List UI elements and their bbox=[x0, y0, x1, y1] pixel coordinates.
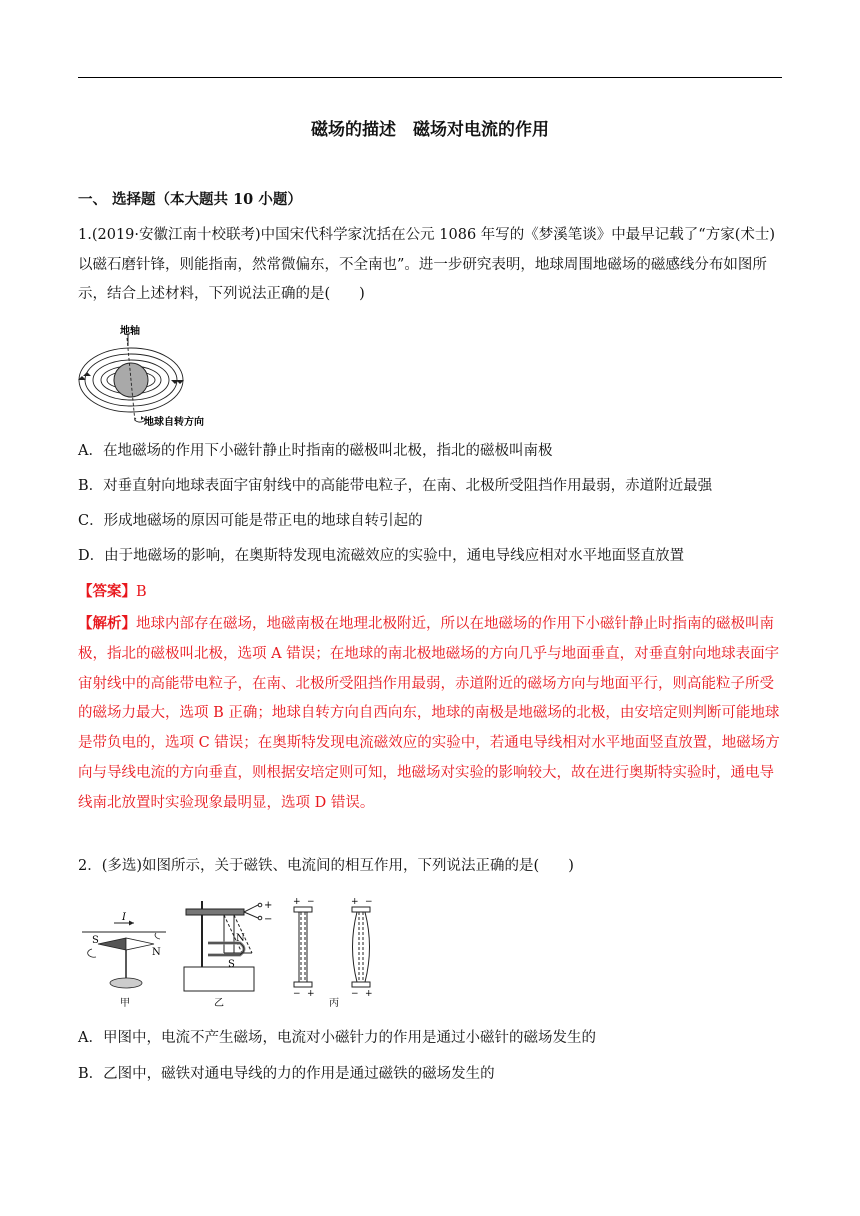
bing-right-bottom-minus: − bbox=[351, 989, 359, 999]
figure-yi-label: 乙 bbox=[214, 998, 224, 1009]
analysis-label: 【解析】 bbox=[78, 615, 136, 632]
question-2-option-a: A．甲图中，电流不产生磁场，电流对小磁针力的作用是通过小磁针的磁场发生的 bbox=[78, 1030, 596, 1046]
question-1-option-d: D．由于地磁场的影响，在奥斯特发现电流磁效应的实验中，通电导线应相对水平地面竖直放置 bbox=[78, 548, 685, 564]
bing-right-bottom-plus: + bbox=[365, 989, 373, 999]
minus-terminal: − bbox=[264, 914, 273, 925]
bing-left-bottom-minus: − bbox=[293, 989, 301, 999]
figure-jia-label: 甲 bbox=[120, 998, 130, 1009]
figure-bing-label: 丙 bbox=[329, 998, 339, 1009]
page-title: 磁场的描述 磁场对电流的作用 bbox=[311, 120, 549, 140]
question-1-analysis bbox=[78, 609, 784, 819]
earth-axis-label: 地轴 bbox=[120, 326, 140, 337]
question-1-option-c: C．形成地磁场的原因可能是带正电的地球自转引起的 bbox=[78, 513, 423, 529]
section-heading: 一、 选择题（本大题共 10 小题） bbox=[78, 191, 302, 208]
jia-s-label: S bbox=[92, 935, 99, 946]
magnet-current-interaction-figure bbox=[78, 893, 398, 1013]
bing-right-top-minus: − bbox=[365, 897, 373, 907]
yi-s-label: S bbox=[228, 959, 235, 970]
answer-value: B bbox=[136, 584, 147, 600]
question-1-stem: 1.(2019·安徽江南十校联考)中国宋代科学家沈括在公元 1086 年写的《梦溪笔谈》中最早记载了“方家(术士)以磁石磨针锋，则能指南，然常微偏东，不全南也”。进一步研究表明，地球周围地磁场的磁感线分布如图所示，结合上述材料，下列说法正确的是( ) bbox=[78, 227, 776, 302]
analysis-text: 地球内部存在磁场，地磁南极在地理北极附近，所以在地磁场的作用下小磁针静止时指南的磁极叫南极，指北的磁极叫北极，选项 A 错误；在地球的南北极地磁场的方向几乎与地面垂直，对垂直射向地球表面宇宙射线中的高能带电粒子，在南、北极所受阻挡作用最弱，赤道附近的磁场方向与地面平行，则高能粒子所受的磁场力最大，选项 B 正确；地球自转方向自西向东，地球的南极是地磁场的北极，由安培定则判断可能地球是带负电的，选项 C 错误；在奥斯特发现电流磁效应的实验中，若通电导线相对水平地面竖直放置，地磁场方向与导线电流的方向垂直，则根据安培定则可知，地磁场对实验的影响较大，故在进行奥斯特实验时，通电导线南北放置时实验现象最明显，选项 D 错误。 bbox=[78, 616, 780, 811]
plus-terminal: + bbox=[264, 900, 273, 911]
question-1-option-a: A．在地磁场的作用下小磁针静止时指南的磁极叫北极，指北的磁极叫南极 bbox=[78, 443, 553, 459]
bing-left-top-minus: − bbox=[307, 897, 315, 907]
answer-label: 【答案】 bbox=[78, 583, 136, 600]
earth-magnetic-field-figure bbox=[78, 320, 228, 432]
question-2-stem: 2．(多选)如图所示，关于磁铁、电流间的相互作用，下列说法正确的是( ) bbox=[78, 858, 574, 874]
header-rule bbox=[78, 77, 782, 78]
question-1-answer bbox=[78, 577, 784, 608]
bing-left-top-plus: + bbox=[293, 897, 301, 907]
rotation-direction-label: 地球自转方向 bbox=[144, 417, 204, 428]
yi-n-label: N bbox=[236, 933, 245, 944]
bing-left-bottom-plus: + bbox=[307, 989, 315, 999]
question-1-option-b: B．对垂直射向地球表面宇宙射线中的高能带电粒子，在南、北极所受阻挡作用最弱，赤道附近最强 bbox=[78, 478, 713, 494]
bing-right-top-plus: + bbox=[351, 897, 359, 907]
jia-n-label: N bbox=[152, 947, 161, 958]
question-2-option-b: B．乙图中，磁铁对通电导线的力的作用是通过磁铁的磁场发生的 bbox=[78, 1066, 495, 1082]
current-label: I bbox=[122, 912, 126, 923]
